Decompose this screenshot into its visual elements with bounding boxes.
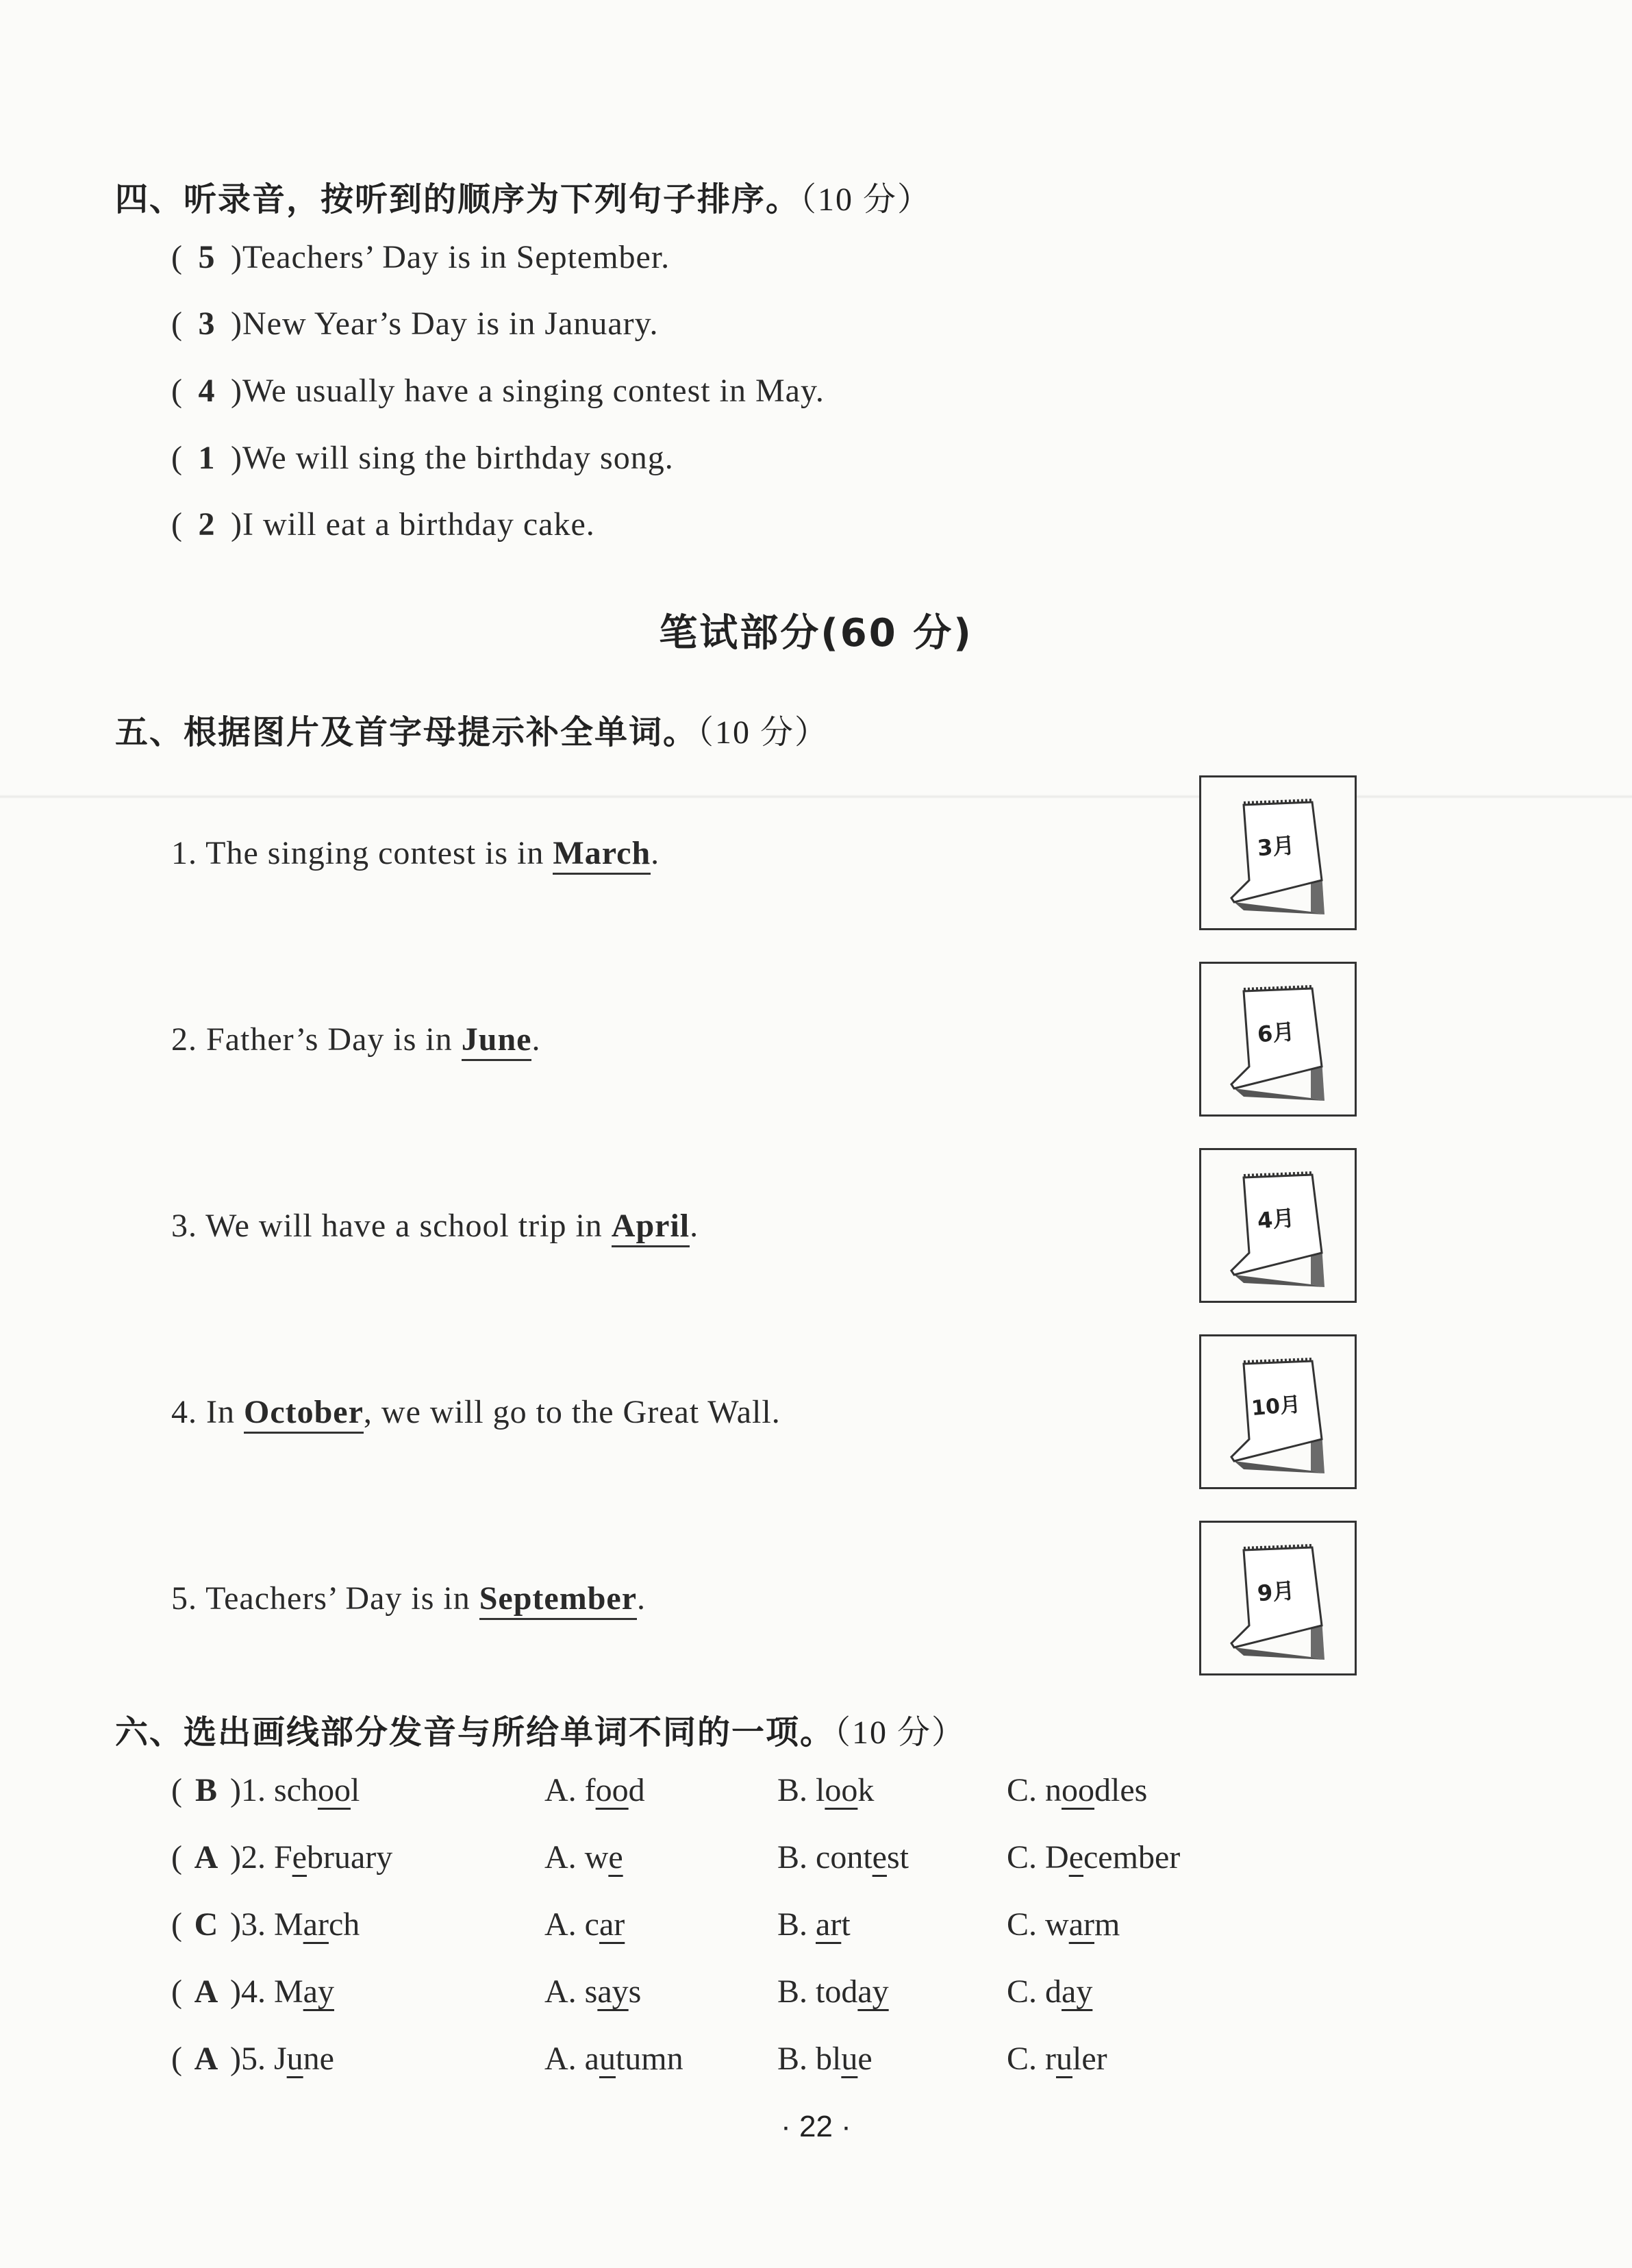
section5-title-text: 五、根据图片及首字母提示补全单词。	[115, 713, 698, 751]
answer-value: 2	[198, 506, 216, 543]
option-a	[544, 2040, 683, 2078]
section5-item	[171, 1393, 781, 1431]
desk-calendar-icon	[1201, 964, 1355, 1114]
word-part: C. D	[1007, 1839, 1069, 1876]
underlined-letters: ay	[1062, 1973, 1093, 2010]
underlined-letters: ar	[303, 1906, 329, 1943]
filled-word: April	[612, 1208, 690, 1247]
word-part: A. w	[544, 1839, 609, 1876]
option-c	[1007, 1906, 1120, 1943]
underlined-letters: e	[292, 1839, 307, 1876]
word-part: m	[1094, 1906, 1120, 1943]
section5-title	[115, 706, 829, 753]
calendar-month-label: 10月	[1250, 1392, 1302, 1421]
underlined-letters: ar	[816, 1906, 842, 1943]
answer-value: 3	[198, 306, 216, 342]
word-part: B.	[777, 1906, 816, 1943]
word-part: ne	[303, 2041, 334, 2077]
underlined-letters: ar	[1068, 1906, 1094, 1943]
section4-title-text: 四、听录音，按听到的顺序为下列句子排序。	[115, 180, 801, 219]
underlined-letters: ar	[599, 1906, 625, 1943]
sentence-text: )New Year’s Day is in January.	[230, 306, 659, 342]
option-a	[544, 1771, 645, 1809]
sentence-text: 3. We will have a school trip in	[171, 1208, 612, 1244]
option-b	[777, 1839, 909, 1876]
calendar-month-label: 9月	[1256, 1577, 1296, 1607]
calendar-picture	[1199, 962, 1357, 1117]
option-c	[1007, 2040, 1107, 2078]
word-part: d	[628, 1772, 645, 1808]
word-part: )1. sch	[229, 1772, 318, 1808]
word-part: C. n	[1007, 1772, 1062, 1808]
filled-word: October	[244, 1394, 364, 1434]
sentence-text: 2. Father’s Day is in	[171, 1021, 462, 1058]
word-part: l	[350, 1772, 360, 1808]
sentence-text: )We usually have a singing contest in May.	[230, 373, 825, 409]
section5-item	[171, 1580, 646, 1617]
calendar-month-label: 4月	[1256, 1204, 1296, 1234]
desk-calendar-icon	[1201, 1523, 1355, 1673]
filled-word: March	[553, 835, 651, 875]
sentence-text: 5. Teachers’ Day is in	[171, 1580, 479, 1617]
word-part: t	[841, 1906, 851, 1943]
underlined-letters: oo	[825, 1772, 858, 1808]
section6-score: （10 分）	[834, 1715, 966, 1751]
option-c	[1007, 1839, 1180, 1876]
filled-word: September	[479, 1580, 637, 1620]
word-part: B. bl	[777, 2041, 842, 2077]
underlined-letters: e	[608, 1839, 623, 1876]
answer-value: 4	[198, 373, 216, 409]
filled-word: June	[462, 1021, 532, 1061]
calendar-month-label: 3月	[1256, 832, 1296, 862]
answer-value: A	[194, 2041, 218, 2077]
section5-item	[171, 1021, 540, 1058]
answer-value: B	[194, 1772, 217, 1808]
section4-item: ( 2 )I will eat a birthday cake.	[171, 506, 595, 543]
underlined-letters: e	[1068, 1839, 1083, 1876]
calendar-month-label: 6月	[1256, 1018, 1296, 1048]
sentence-text: .	[637, 1580, 646, 1617]
word-part: B. cont	[777, 1839, 873, 1876]
sentence-text: )We will sing the birthday song.	[230, 440, 674, 476]
calendar-picture	[1199, 1521, 1357, 1675]
underlined-letters: ay	[597, 1973, 629, 2010]
word-part: A. c	[544, 1906, 599, 1943]
section4-item: ( 5 )Teachers’ Day is in September.	[171, 239, 670, 275]
word-part: B. tod	[777, 1973, 858, 2010]
option-b	[777, 1906, 851, 1943]
section5-item	[171, 834, 660, 872]
desk-calendar-icon	[1201, 777, 1355, 928]
option-c	[1007, 1771, 1147, 1809]
word-part: )5. J	[229, 2041, 287, 2077]
word-part: st	[886, 1839, 909, 1876]
section5-item	[171, 1207, 699, 1245]
word-part: ler	[1072, 2041, 1107, 2077]
word-part: A. f	[544, 1772, 596, 1808]
sentence-text: , we will go to the Great Wall.	[363, 1394, 781, 1430]
calendar-picture	[1199, 1334, 1357, 1489]
option-a	[544, 1973, 641, 2010]
section4-item: ( 3 )New Year’s Day is in January.	[171, 306, 659, 342]
word-part: )3. M	[229, 1906, 303, 1943]
sentence-text: .	[690, 1208, 699, 1244]
answer-value: A	[194, 1839, 218, 1876]
sentence-text: 4. In	[171, 1394, 244, 1430]
word-part: s	[628, 1973, 642, 2010]
word-part: )4. M	[229, 1973, 303, 2010]
sentence-text: )I will eat a birthday cake.	[230, 506, 595, 543]
section5-score: （10 分）	[697, 714, 829, 751]
option-b	[777, 1973, 889, 2010]
word-part: k	[857, 1772, 875, 1808]
word-part: A. s	[544, 1973, 598, 2010]
word-part: A. a	[544, 2041, 599, 2077]
underlined-letters: u	[841, 2041, 858, 2077]
word-part: dles	[1094, 1772, 1148, 1808]
option-c	[1007, 1973, 1092, 2010]
underlined-letters: ay	[857, 1973, 889, 2010]
desk-calendar-icon	[1201, 1336, 1355, 1487]
option-a	[544, 1906, 625, 1943]
desk-calendar-icon	[1201, 1150, 1355, 1301]
calendar-picture	[1199, 1148, 1357, 1303]
word-part: C. r	[1007, 2041, 1056, 2077]
section4-score: （10 分）	[800, 182, 932, 218]
section4-item: ( 1 )We will sing the birthday song.	[171, 440, 674, 476]
option-a	[544, 1839, 623, 1876]
word-part: C. d	[1007, 1973, 1062, 2010]
underlined-letters: e	[872, 1839, 887, 1876]
word-part: B. l	[777, 1772, 825, 1808]
section6-title	[115, 1706, 966, 1753]
page-number: · 22 ·	[781, 2110, 851, 2143]
word-part: e	[857, 2041, 873, 2077]
underlined-letters: u	[599, 2041, 616, 2077]
option-b	[777, 2040, 873, 2078]
sentence-text: .	[651, 835, 660, 871]
calendar-picture	[1199, 775, 1357, 930]
underlined-letters: oo	[317, 1772, 351, 1808]
section4-item: ( 4 )We usually have a singing contest in May.	[171, 373, 825, 409]
word-part: bruary	[306, 1839, 393, 1876]
sentence-text: 1. The singing contest is in	[171, 835, 553, 871]
word-part: cember	[1083, 1839, 1181, 1876]
answer-value: 1	[198, 440, 216, 476]
section6-title-text: 六、选出画线部分发音与所给单词不同的一项。	[115, 1713, 835, 1752]
answer-value: A	[194, 1973, 218, 2010]
answer-value: 5	[198, 239, 216, 275]
underlined-letters: ay	[303, 1973, 334, 2010]
word-part: C. w	[1007, 1906, 1069, 1943]
section4-title	[115, 173, 931, 220]
answer-value: C	[194, 1906, 218, 1943]
written-part-title: 笔试部分(60 分)	[659, 611, 973, 656]
sentence-text: )Teachers’ Day is in September.	[230, 239, 670, 275]
word-part: ch	[328, 1906, 360, 1943]
option-b	[777, 1771, 874, 1809]
sentence-text: .	[531, 1021, 541, 1058]
word-part: )2. F	[229, 1839, 292, 1876]
underlined-letters: oo	[595, 1772, 629, 1808]
word-part: tumn	[615, 2041, 683, 2077]
scan-artifact	[0, 795, 1632, 799]
underlined-letters: u	[286, 2041, 303, 2077]
underlined-letters: u	[1056, 2041, 1072, 2077]
underlined-letters: oo	[1062, 1772, 1095, 1808]
